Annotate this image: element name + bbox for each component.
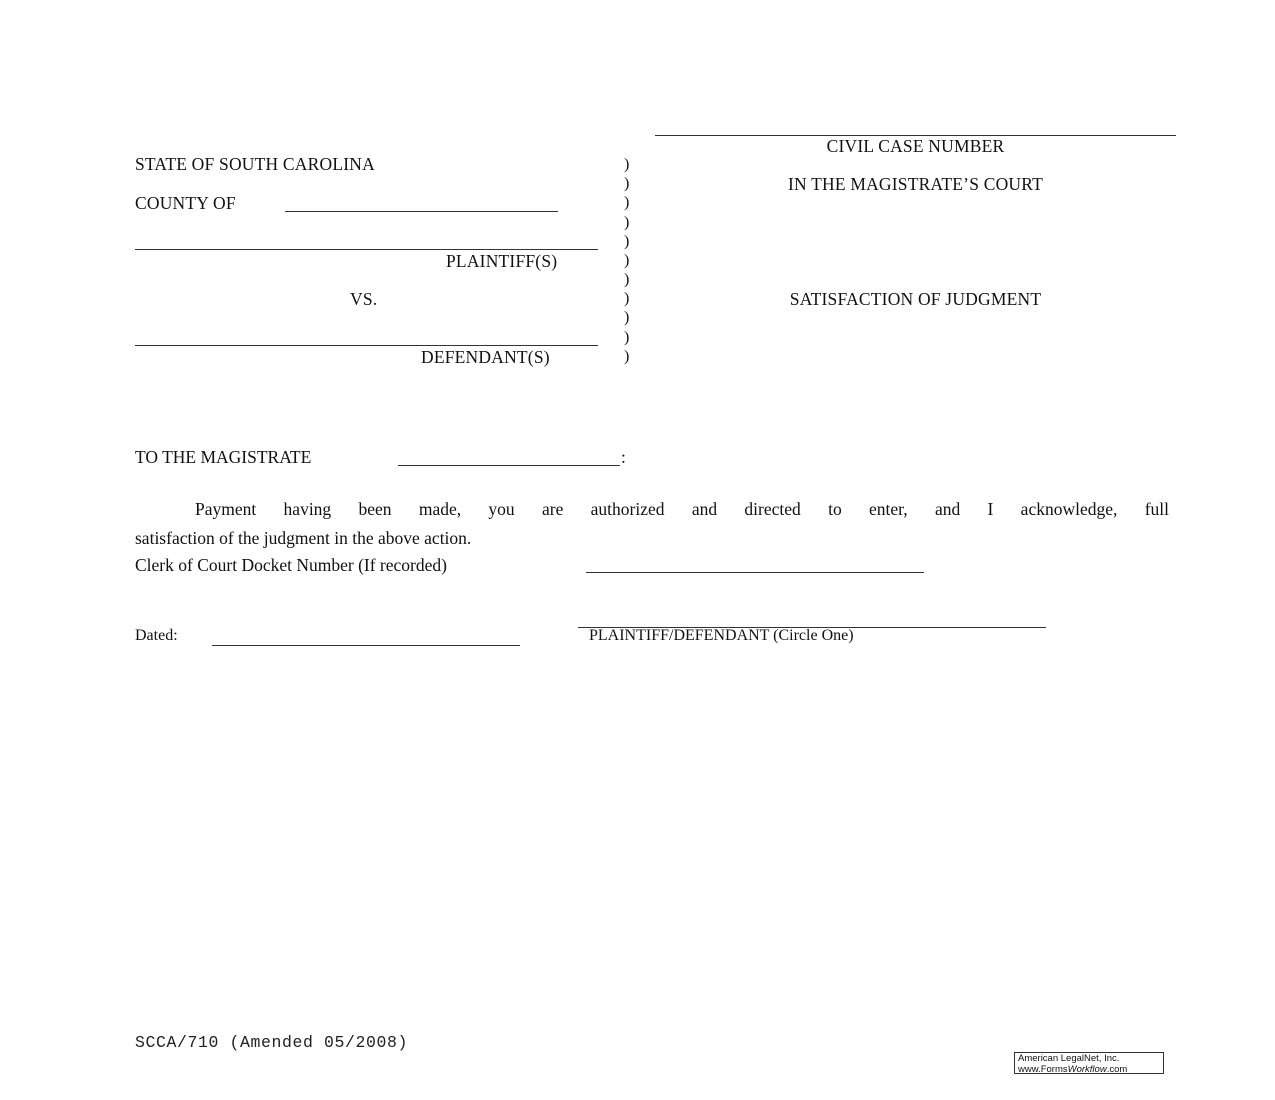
- plaintiff-name-field[interactable]: [135, 249, 598, 250]
- magistrate-name-field[interactable]: [398, 465, 620, 466]
- defendant-label: DEFENDANT(S): [421, 347, 550, 367]
- county-label: [135, 193, 236, 214]
- court-label: IN THE MAGISTRATE’S COURT: [788, 174, 1043, 194]
- docket-number-label: Clerk of Court Docket Number (If recorded): [135, 555, 447, 575]
- paren: ): [624, 252, 630, 269]
- publisher-name: American LegalNet, Inc.: [1018, 1053, 1120, 1064]
- paren: ): [624, 348, 630, 365]
- authorization-paragraph-line1: Payment having been made, you are authorized and directed to enter, and I acknowledge, full: [195, 499, 1169, 519]
- plaintiff-label: PLAINTIFF(S): [446, 251, 558, 271]
- paren: ): [624, 329, 630, 346]
- form-id: SCCA/710 (Amended 05/2008): [135, 1033, 409, 1052]
- county-field[interactable]: [285, 211, 558, 212]
- paren: ): [624, 214, 630, 231]
- to-magistrate-colon: :: [621, 447, 626, 467]
- paren: ): [624, 233, 630, 250]
- paren: ): [624, 194, 630, 211]
- date-field[interactable]: [212, 645, 520, 646]
- paren: ): [624, 309, 630, 326]
- paren: ): [624, 156, 630, 173]
- docket-number-field[interactable]: [586, 572, 924, 573]
- to-magistrate-line: [135, 447, 311, 468]
- defendant-name-field[interactable]: [135, 345, 598, 346]
- authorization-paragraph-line2: satisfaction of the judgment in the above action.: [135, 528, 472, 548]
- case-number-label: CIVIL CASE NUMBER: [826, 136, 1005, 156]
- signer-label: PLAINTIFF/DEFENDANT (Circle One): [589, 627, 854, 644]
- to-magistrate-label: TO THE MAGISTRATE: [135, 447, 312, 467]
- publisher-url: www.FormsWorkflow.com: [1018, 1063, 1128, 1075]
- dated-label: Dated:: [135, 627, 178, 644]
- state-label: STATE OF SOUTH CAROLINA: [135, 154, 375, 174]
- paren: ): [624, 290, 630, 307]
- paren: ): [624, 271, 630, 288]
- publisher-badge: [1014, 1052, 1164, 1074]
- county-label-text: COUNTY OF: [135, 193, 236, 213]
- versus-label: VS.: [350, 289, 378, 309]
- paren: ): [624, 175, 630, 192]
- document-title: SATISFACTION OF JUDGMENT: [789, 289, 1042, 309]
